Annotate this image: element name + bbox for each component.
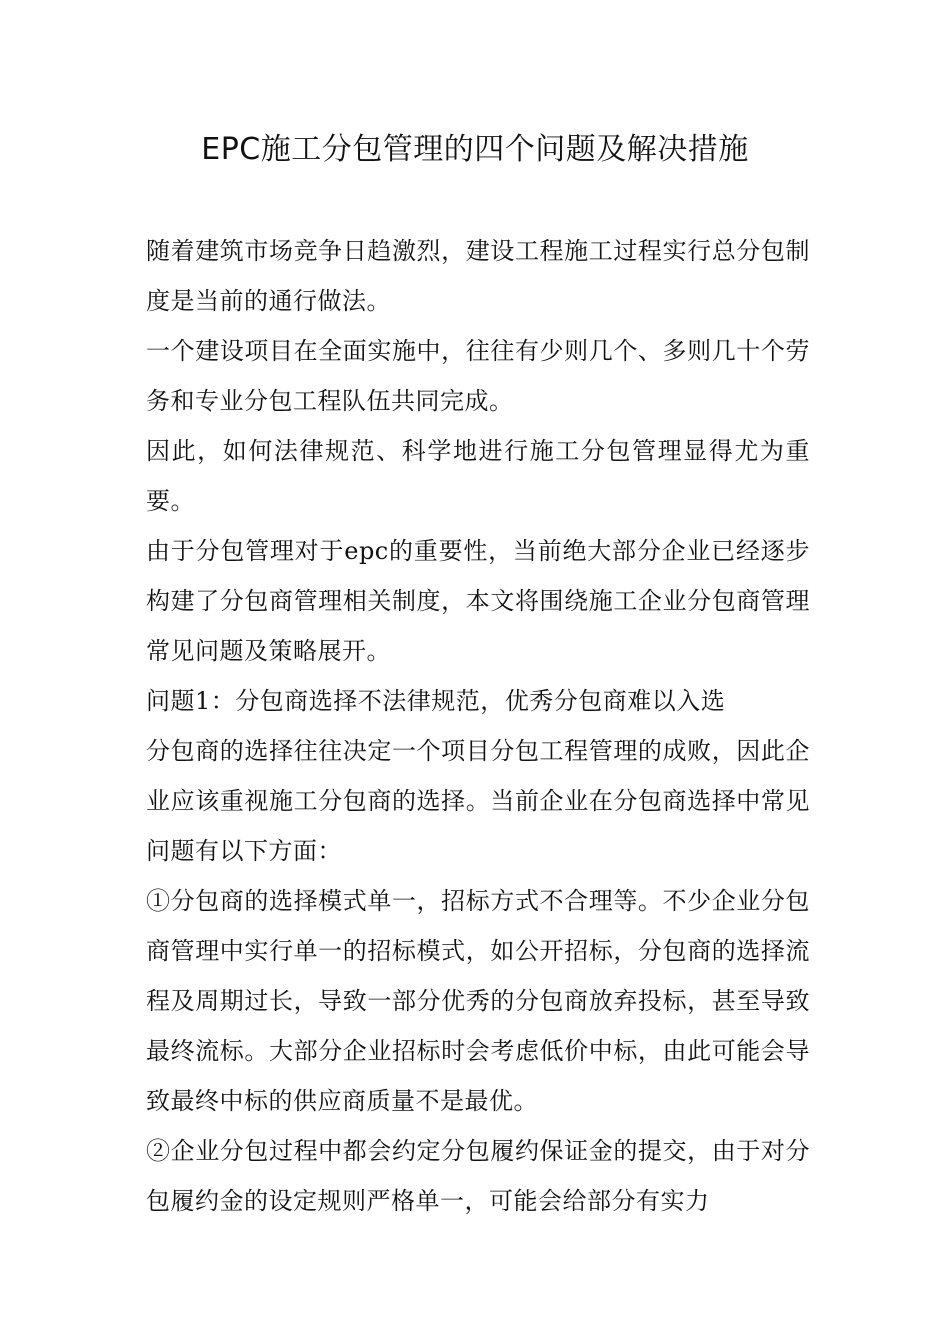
paragraph-point-1: ①分包商的选择模式单一，招标方式不合理等。不少企业分包商管理中实行单一的招标模式，如公开招标，分包商的选择流程及周期过长，导致一部分优秀的分包商放弃投标，甚至导致最终流标。大部分企业招标时会考虑低价中标，由此可能会导致最终中标的供应商质量不是最优。: [146, 887, 810, 1115]
paragraph-problem-1-overview: 分包商的选择往往决定一个项目分包工程管理的成败，因此企业应该重视施工分包商的选择。当前企业在分包商选择中常见问题有以下方面：: [146, 737, 810, 865]
paragraph-project-teams: 一个建设项目在全面实施中，往往有少则几个、多则几十个劳务和专业分包工程队伍共同完成。: [146, 337, 810, 415]
paragraph-problem-1-heading: 问题1：分包商选择不法律规范，优秀分包商难以入选: [146, 687, 726, 715]
document-body: [146, 226, 810, 1226]
paragraph-intro: 随着建筑市场竞争日趋激烈，建设工程施工过程实行总分包制度是当前的通行做法。: [146, 237, 810, 315]
paragraph-scope: 由于分包管理对于epc的重要性，当前绝大部分企业已经逐步构建了分包商管理相关制度，本文将围绕施工企业分包商管理常见问题及策略展开。: [146, 537, 810, 665]
paragraph-importance: 因此，如何法律规范、科学地进行施工分包管理显得尤为重要。: [146, 437, 810, 515]
document-title: EPC施工分包管理的四个问题及解决措施: [201, 132, 749, 167]
paragraph-point-2: ②企业分包过程中都会约定分包履约保证金的提交，由于对分包履约金的设定规则严格单一，可能会给部分有实力: [146, 1137, 810, 1215]
